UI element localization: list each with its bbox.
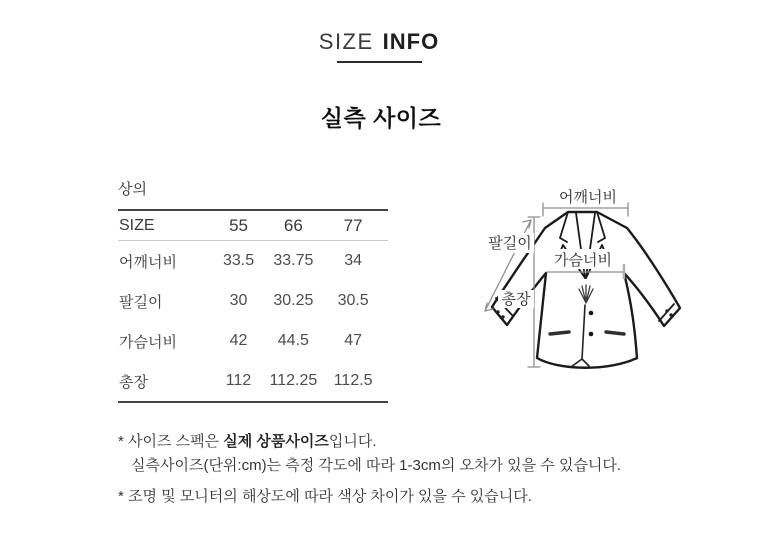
note-color-difference: * 조명 및 모니터의 해상도에 따라 색상 차이가 있을 수 있습니다. [118, 488, 532, 505]
table-row [118, 281, 388, 321]
row-value: 112.5 [333, 372, 373, 389]
row-label: 총장 [119, 373, 148, 391]
shoulder-width-label: 어깨너비 [559, 189, 617, 206]
footnotes [118, 430, 678, 509]
row-label: 어깨너비 [119, 253, 177, 271]
header-cell-66: 66 [283, 215, 303, 235]
note-tolerance: 실측사이즈(단위:cm)는 측정 각도에 따라 1-3cm의 오차가 있을 수 있습니다. [131, 457, 622, 474]
jacket-measurement-diagram [460, 165, 770, 425]
size-table-header-row [118, 211, 388, 241]
row-value: 44.5 [277, 332, 309, 349]
row-value: 112 [225, 372, 252, 389]
row-value: 42 [229, 332, 248, 349]
title-underline [337, 61, 422, 63]
row-value: 34 [344, 252, 363, 269]
row-value: 112.25 [269, 372, 318, 389]
header-cell-55: 55 [229, 215, 249, 235]
row-label: 팔길이 [119, 293, 163, 311]
note1-prefix: * 사이즈 스펙은 [118, 433, 224, 450]
arm-length-label: 팔길이 [488, 235, 532, 252]
row-value: 33.5 [222, 252, 255, 269]
title-info-text: INFO [382, 29, 440, 54]
row-value: 30.5 [337, 292, 369, 309]
chest-width-label: 가슴너비 [554, 252, 612, 269]
size-table [118, 209, 388, 403]
section-heading: 실측 사이즈 [320, 105, 442, 131]
note1-suffix: 입니다. [328, 433, 377, 450]
table-section-label: 상의 [118, 181, 147, 198]
header-cell-size: SIZE [119, 216, 155, 234]
row-label: 가슴너비 [119, 333, 177, 351]
table-row [118, 361, 388, 401]
title-size-text: SIZE [318, 29, 374, 54]
row-value: 33.75 [273, 252, 314, 269]
table-row [118, 321, 388, 361]
page-title [0, 29, 758, 58]
row-value: 30 [229, 292, 248, 309]
note1-bold: 실제 상품사이즈 [223, 433, 329, 450]
table-row [118, 241, 388, 281]
header-cell-77: 77 [343, 215, 363, 235]
total-length-label: 총장 [501, 291, 531, 308]
row-value: 47 [344, 332, 363, 349]
row-value: 30.25 [273, 292, 314, 309]
note-size-spec [118, 430, 678, 454]
